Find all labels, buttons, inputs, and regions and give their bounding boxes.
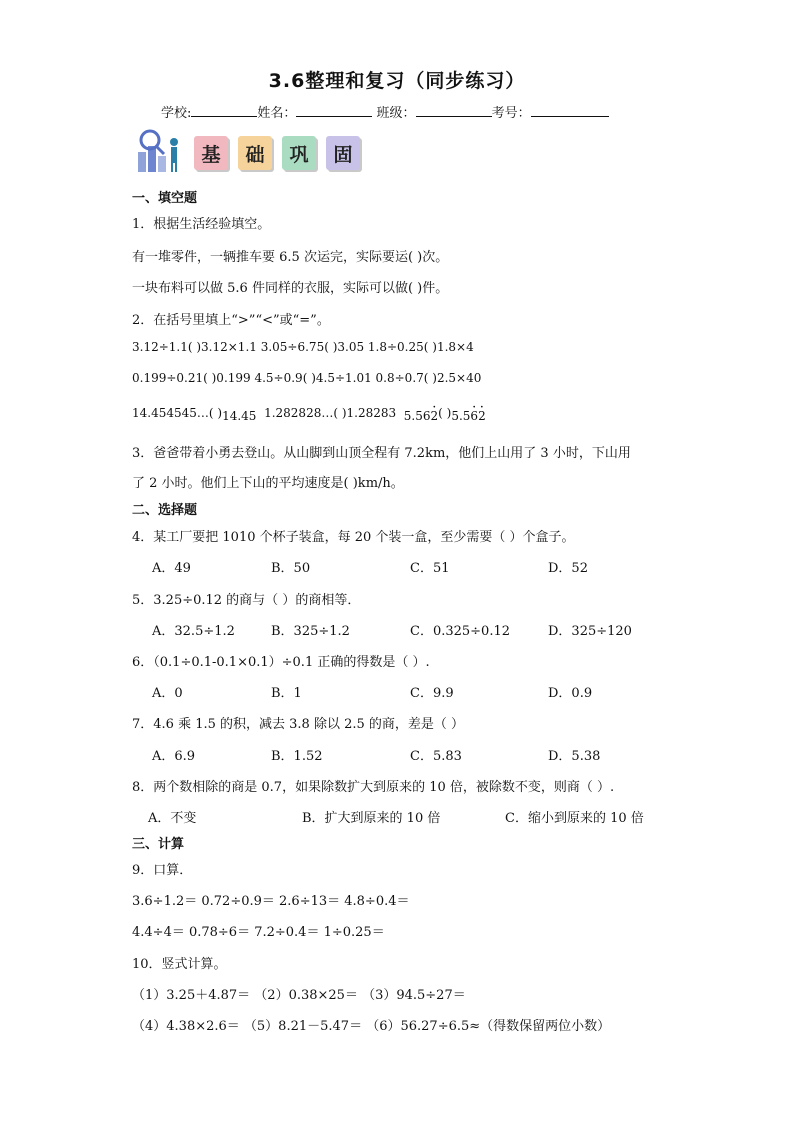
q10-row2: （4）4.38×2.6＝ （5）8.21－5.47＝ （6）56.27÷6.5≈（得数保留两位小数） <box>132 1019 611 1034</box>
exam-no-blank <box>531 102 609 117</box>
banner-tile-4: 固 <box>326 136 360 170</box>
page-title: 3.6整理和复习（同步练习） <box>268 70 526 92</box>
q7-option-b: B．1.52 <box>271 749 323 764</box>
q8-stem: 8．两个数相除的商是 0.7，如果除数扩大到原来的 10 倍，被除数不变，则商（ ）. <box>132 780 615 795</box>
q2-stem: 2．在括号里填上“>”“<”或“=”。 <box>132 313 330 328</box>
q3-line2: 了 2 小时。他们上下山的平均速度是( )km/h。 <box>132 476 404 491</box>
section-3-title: 三、计算 <box>132 837 185 852</box>
name-label: 姓名： <box>257 106 297 121</box>
q2-row3 <box>132 406 486 423</box>
q5-option-b: B．325÷1.2 <box>271 624 350 639</box>
q6-option-a: A．0 <box>152 686 183 701</box>
q9-stem: 9．口算． <box>132 863 193 878</box>
q5-option-d: D．325÷120 <box>548 624 632 639</box>
q5-stem: 5．3.25÷0.12 的商与（ ）的商相等． <box>132 593 361 608</box>
section-banner <box>130 128 370 176</box>
q2-row3-d-pre: 5.56 <box>403 409 431 423</box>
banner-tile-1: 基 <box>194 136 228 170</box>
exam-no-label: 考号： <box>491 106 531 121</box>
q8-option-a: A．不变 <box>148 811 197 826</box>
q5-option-a: A．32.5÷1.2 <box>152 624 235 639</box>
name-blank <box>296 102 372 117</box>
q10-stem: 10．竖式计算。 <box>132 957 227 972</box>
q2-row3-e-dot1: 6 · <box>470 409 478 423</box>
q2-row3-a: 14.454545…( ) <box>132 406 223 420</box>
q4-option-c: C．51 <box>410 561 450 576</box>
q7-stem: 7．4.6 乘 1.5 的积，减去 3.8 除以 2.5 的商，差是（ ） <box>132 717 465 732</box>
q8-option-b: B．扩大到原来的 10 倍 <box>302 811 441 826</box>
q3-line1: 3．爸爸带着小勇去登山。从山脚到山顶全程有 7.2km，他们上山用了 3 小时，下山用 <box>132 446 631 461</box>
q2-row3-d-mid: ( ) <box>438 406 452 420</box>
section-2-title: 二、选择题 <box>132 503 198 518</box>
q1-line2: 一块布料可以做 5.6 件同样的衣服，实际可以做( )件。 <box>132 281 449 296</box>
section-1-title: 一、填空题 <box>132 191 198 206</box>
q9-row1: 3.6÷1.2＝ 0.72÷0.9＝ 2.6÷13＝ 4.8÷0.4＝ <box>132 894 410 909</box>
banner-tile-3: 巩 <box>282 136 316 170</box>
q4-option-a: A．49 <box>152 561 191 576</box>
q6-stem: 6．（0.1÷0.1-0.1×0.1）÷0.1 正确的得数是（ ）. <box>132 655 430 670</box>
q6-option-c: C．9.9 <box>410 686 454 701</box>
magnifier-chart-icon <box>130 128 184 176</box>
q2-row3-b: 14.45 <box>222 409 257 423</box>
q2-row3-d-dot: 2 · <box>431 409 439 423</box>
student-info-line <box>161 102 609 121</box>
q8-option-c: C．缩小到原来的 10 倍 <box>505 811 644 826</box>
q2-row1: 3.12÷1.1( )3.12×1.1 3.05÷6.75( )3.05 1.8÷0.25( )1.8×4 <box>132 340 474 354</box>
class-label: 班级： <box>376 106 416 121</box>
q7-option-c: C．5.83 <box>410 749 462 764</box>
q7-option-d: D．5.38 <box>548 749 601 764</box>
q9-row2: 4.4÷4＝ 0.78÷6＝ 7.2÷0.4＝ 1÷0.25＝ <box>132 925 385 940</box>
q1-line1: 有一堆零件，一辆推车要 6.5 次运完，实际要运( )次。 <box>132 250 449 265</box>
q2-row3-e-dot2: 2 · <box>478 409 486 423</box>
q4-option-b: B．50 <box>271 561 311 576</box>
q7-option-a: A．6.9 <box>152 749 196 764</box>
q2-row2: 0.199÷0.21( )0.199 4.5÷0.9( )4.5÷1.01 0.8÷0.7( )2.5×40 <box>132 371 482 385</box>
school-blank <box>191 102 257 117</box>
q6-option-b: B．1 <box>271 686 302 701</box>
class-blank <box>416 102 492 117</box>
q2-row3-c: 1.282828…( )1.28283 <box>264 406 397 420</box>
q4-option-d: D．52 <box>548 561 588 576</box>
q6-option-d: D．0.9 <box>548 686 593 701</box>
school-label: 学校: <box>161 106 192 121</box>
banner-tile-2: 础 <box>238 136 272 170</box>
q10-row1: （1）3.25＋4.87＝ （2）0.38×25＝ （3）94.5÷27＝ <box>132 988 466 1003</box>
q2-row3-e-pre: 5.5 <box>451 409 471 423</box>
q5-option-c: C．0.325÷0.12 <box>410 624 511 639</box>
q1-stem: 1．根据生活经验填空。 <box>132 217 271 232</box>
q4-stem: 4．某工厂要把 1010 个杯子装盒，每 20 个装一盒，至少需要（ ）个盒子。 <box>132 530 575 545</box>
